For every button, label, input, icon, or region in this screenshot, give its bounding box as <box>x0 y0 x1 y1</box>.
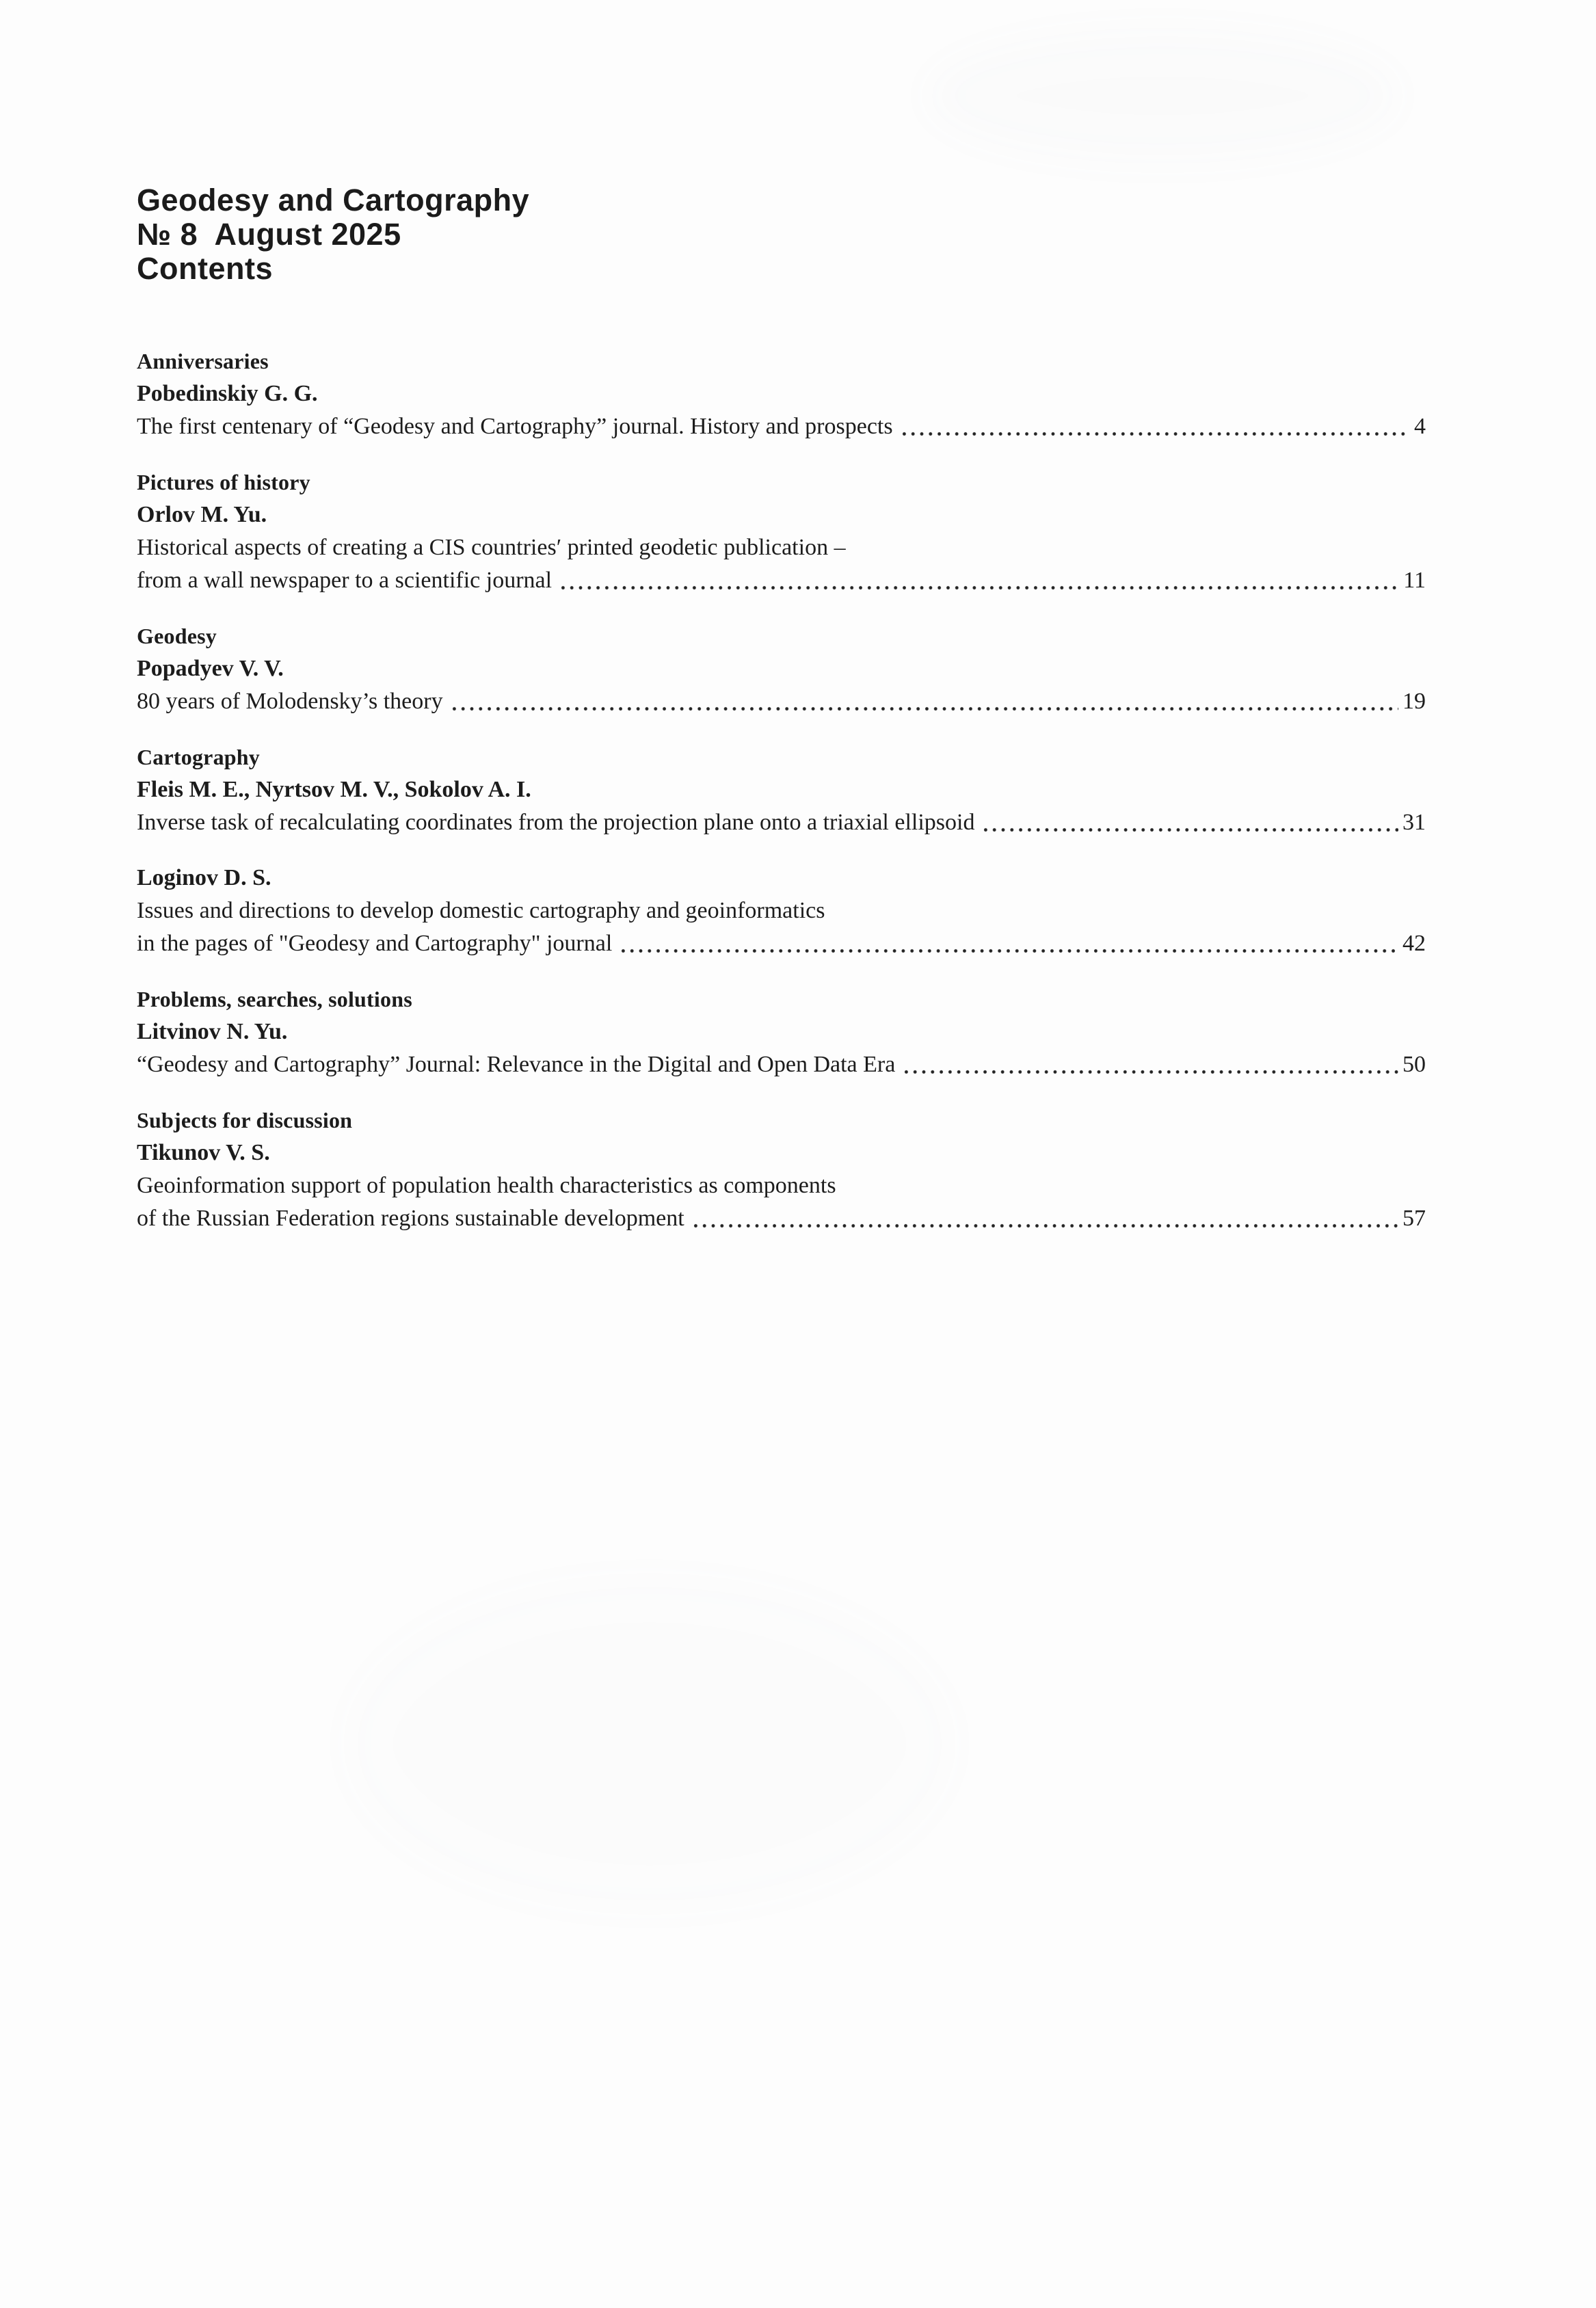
section-heading: Cartography <box>137 745 260 769</box>
entry-title-line: Issues and directions to develop domestic cartography and geoinformatics <box>137 898 825 923</box>
entry-title: in the pages of "Geodesy and Cartography" journal <box>137 931 613 956</box>
page-number: 31 <box>1402 810 1426 835</box>
leader-dots <box>902 1054 1398 1081</box>
toc-entry <box>137 983 1426 1081</box>
toc-entry <box>137 862 1426 960</box>
section-heading: Problems, searches, solutions <box>137 987 412 1011</box>
entry-authors: Pobedinskiy G. G. <box>137 381 318 406</box>
entry-title: of the Russian Federation regions sustainable development <box>137 1206 684 1231</box>
entry-title: The first centenary of “Geodesy and Cartography” journal. History and prospects <box>137 414 893 439</box>
entry-title-line <box>137 410 1426 443</box>
page-number: 19 <box>1402 689 1426 714</box>
entry-title-line: Historical aspects of creating a CIS countries′ printed geodetic publication – <box>137 535 846 560</box>
entry-title-line <box>137 1202 1426 1235</box>
toc-entry <box>137 1104 1426 1235</box>
entry-authors: Tikunov V. S. <box>137 1140 270 1165</box>
leader-dots <box>559 570 1399 597</box>
issue-line: № 8 August 2025 <box>137 217 401 252</box>
page-header <box>137 183 1426 286</box>
leader-dots <box>450 691 1398 718</box>
entry-title: 80 years of Molodensky’s theory <box>137 689 443 714</box>
toc-entry <box>137 741 1426 839</box>
leader-dots <box>691 1208 1398 1235</box>
scan-artifact <box>342 1573 957 1915</box>
leader-dots <box>619 933 1398 960</box>
entry-title-line <box>137 685 1426 718</box>
page-number: 11 <box>1403 568 1426 593</box>
table-of-contents <box>137 345 1426 1235</box>
leader-dots <box>900 416 1410 443</box>
journal-title: Geodesy and Cartography <box>137 183 530 217</box>
entry-title-line <box>137 564 1426 597</box>
page-number: 57 <box>1402 1206 1426 1231</box>
entry-authors: Fleis M. E., Nyrtsov M. V., Sokolov A. I. <box>137 777 531 802</box>
toc-entry <box>137 620 1426 718</box>
contents-heading: Contents <box>137 251 273 286</box>
entry-title: from a wall newspaper to a scientific journal <box>137 568 553 593</box>
page-number: 42 <box>1402 931 1426 956</box>
toc-entry <box>137 466 1426 597</box>
entry-authors: Popadyev V. V. <box>137 656 284 681</box>
entry-title-line <box>137 1048 1426 1081</box>
toc-entry <box>137 345 1426 443</box>
entry-authors: Orlov M. Yu. <box>137 502 267 527</box>
entry-title: Inverse task of recalculating coordinates from the projection plane onto a triaxial ellipsoid <box>137 810 975 835</box>
entry-title: “Geodesy and Cartography” Journal: Relevance in the Digital and Open Data Era <box>137 1052 896 1077</box>
section-heading: Anniversaries <box>137 349 269 373</box>
entry-authors: Loginov D. S. <box>137 865 271 890</box>
leader-dots <box>981 812 1398 839</box>
page-number: 4 <box>1414 414 1426 439</box>
section-heading: Pictures of history <box>137 470 310 494</box>
entry-title-line <box>137 927 1426 960</box>
entry-title-line <box>137 806 1426 839</box>
section-heading: Subjects for discussion <box>137 1108 353 1132</box>
page-number: 50 <box>1402 1052 1426 1077</box>
section-heading: Geodesy <box>137 624 217 648</box>
scan-artifact <box>923 27 1402 164</box>
entry-authors: Litvinov N. Yu. <box>137 1019 288 1044</box>
entry-title-line: Geoinformation support of population health characteristics as components <box>137 1173 836 1198</box>
